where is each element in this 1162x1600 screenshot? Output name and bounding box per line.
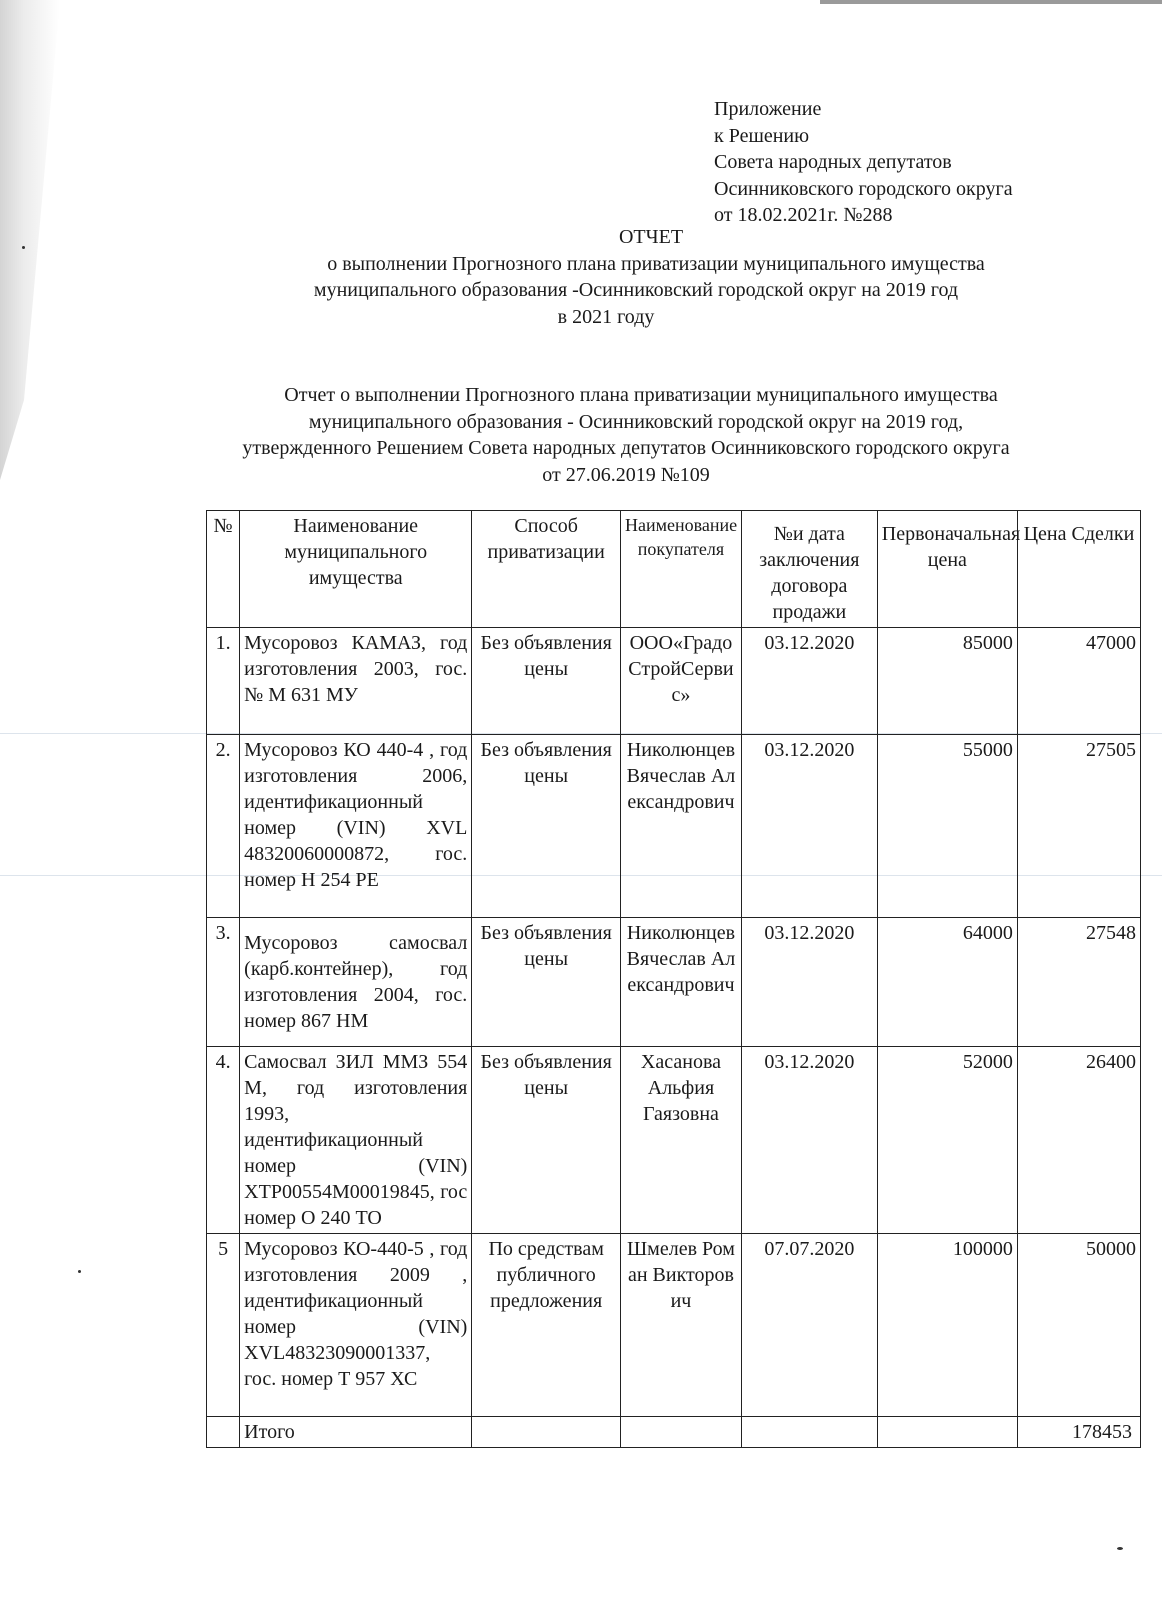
row-num: 1. bbox=[207, 628, 240, 735]
row-date: 03.12.2020 bbox=[741, 735, 877, 918]
subtitle-line: от 27.06.2019 №109 bbox=[542, 463, 710, 486]
total-value: 178453 bbox=[1017, 1417, 1140, 1448]
row-buyer: Николюнцев Вячеслав Александрович bbox=[621, 918, 742, 1047]
header-method: Способ приватизации bbox=[472, 511, 621, 628]
header-initial-price: Первоначальная цена bbox=[877, 511, 1017, 628]
row-buyer: Шмелев Роман Викторович bbox=[621, 1234, 742, 1417]
total-num-cell bbox=[207, 1417, 240, 1448]
row-buyer: Хасанова Альфия Гаязовна bbox=[621, 1047, 742, 1234]
appendix-line: Совета народных депутатов bbox=[714, 151, 952, 173]
subtitle-line: утвержденного Решением Совета народных депутатов Осинниковского городского округа bbox=[242, 437, 1010, 459]
header-buyer: Наименование покупателя bbox=[621, 511, 742, 628]
row-deal-price: 27505 bbox=[1017, 735, 1140, 918]
row-method: По средствам публичного предложения bbox=[472, 1234, 621, 1417]
total-empty-cell bbox=[741, 1417, 877, 1448]
header-date: №и дата заключения договора продажи bbox=[741, 511, 877, 628]
row-property-name: Самосвал ЗИЛ ММЗ 554 М, год изготовления 1993, идентификационный номер (VIN) ХТР00554М00019845, гос номер О 240 ТО bbox=[240, 1047, 472, 1234]
title-line: о выполнении Прогнозного плана приватизации муниципального имущества bbox=[327, 252, 985, 275]
row-buyer: ООО«ГрадоСтройСервис» bbox=[621, 628, 742, 735]
table-header-row bbox=[207, 511, 1141, 628]
table-row bbox=[207, 1234, 1141, 1417]
row-property-name: Мусоровоз КАМАЗ, год изготовления 2003, гос. № М 631 МУ bbox=[240, 628, 472, 735]
scan-speck bbox=[22, 246, 25, 249]
row-deal-price: 27548 bbox=[1017, 918, 1140, 1047]
row-method: Без объявления цены bbox=[472, 918, 621, 1047]
total-empty-cell bbox=[621, 1417, 742, 1448]
row-property-name: Мусоровоз КО-440-5 , год изготовления 2009 , идентификационный номер (VIN) XVL48323090001337, гос. номер Т 957 ХС bbox=[240, 1234, 472, 1417]
report-title bbox=[0, 224, 1162, 330]
privatization-table bbox=[206, 510, 1141, 1448]
appendix-line: от 18.02.2021г. №288 bbox=[714, 204, 893, 226]
scan-speck bbox=[1117, 1547, 1123, 1550]
row-method: Без объявления цены bbox=[472, 735, 621, 918]
total-row bbox=[207, 1417, 1141, 1448]
table-row bbox=[207, 628, 1141, 735]
total-empty-cell bbox=[877, 1417, 1017, 1448]
appendix-block bbox=[714, 96, 1013, 229]
row-num: 4. bbox=[207, 1047, 240, 1234]
row-initial-price: 85000 bbox=[877, 628, 1017, 735]
row-num: 2. bbox=[207, 735, 240, 918]
appendix-line: Приложение bbox=[714, 98, 822, 120]
table-row bbox=[207, 918, 1141, 1047]
row-deal-price: 26400 bbox=[1017, 1047, 1140, 1234]
scan-speck bbox=[78, 1270, 81, 1273]
title-heading: ОТЧЕТ bbox=[618, 226, 684, 248]
row-date: 03.12.2020 bbox=[741, 918, 877, 1047]
row-num: 5 bbox=[207, 1234, 240, 1417]
row-initial-price: 100000 bbox=[877, 1234, 1017, 1417]
row-initial-price: 52000 bbox=[877, 1047, 1017, 1234]
row-method: Без объявления цены bbox=[472, 1047, 621, 1234]
header-name: Наименование муниципального имущества bbox=[240, 511, 472, 628]
title-line: в 2021 году bbox=[557, 305, 655, 328]
row-buyer: Николюнцев Вячеслав Александрович bbox=[621, 735, 742, 918]
row-deal-price: 47000 bbox=[1017, 628, 1140, 735]
row-date: 03.12.2020 bbox=[741, 1047, 877, 1234]
title-line: муниципального образования -Осинниковский городской округ на 2019 год bbox=[313, 279, 959, 301]
total-empty-cell bbox=[472, 1417, 621, 1448]
row-num: 3. bbox=[207, 918, 240, 1047]
table-row bbox=[207, 1047, 1141, 1234]
subtitle-line: муниципального образования - Осинниковский городской округ на 2019 год, bbox=[308, 410, 964, 433]
row-property-name: Мусоровоз самосвал (карб.контейнер), год изготовления 2004, гос. номер 867 НМ bbox=[240, 918, 472, 1047]
subtitle-line: Отчет о выполнении Прогнозного плана приватизации муниципального имущества bbox=[284, 384, 998, 406]
header-deal-price: Цена Сделки bbox=[1017, 511, 1140, 628]
report-subtitle bbox=[0, 382, 1162, 488]
row-date: 07.07.2020 bbox=[741, 1234, 877, 1417]
row-initial-price: 55000 bbox=[877, 735, 1017, 918]
appendix-line: Осинниковского городского округа bbox=[714, 177, 1013, 200]
header-num: № bbox=[207, 511, 240, 628]
row-method: Без объявления цены bbox=[472, 628, 621, 735]
total-label: Итого bbox=[240, 1417, 472, 1448]
row-initial-price: 64000 bbox=[877, 918, 1017, 1047]
row-date: 03.12.2020 bbox=[741, 628, 877, 735]
scan-edge bbox=[820, 0, 1162, 4]
table-row bbox=[207, 735, 1141, 918]
appendix-line: к Решению bbox=[714, 124, 810, 147]
row-property-name: Мусоровоз КО 440-4 , год изготовления 2006, идентификационный номер (VIN) XVL 48320060000872, гос. номер Н 254 РЕ bbox=[240, 735, 472, 918]
row-deal-price: 50000 bbox=[1017, 1234, 1140, 1417]
